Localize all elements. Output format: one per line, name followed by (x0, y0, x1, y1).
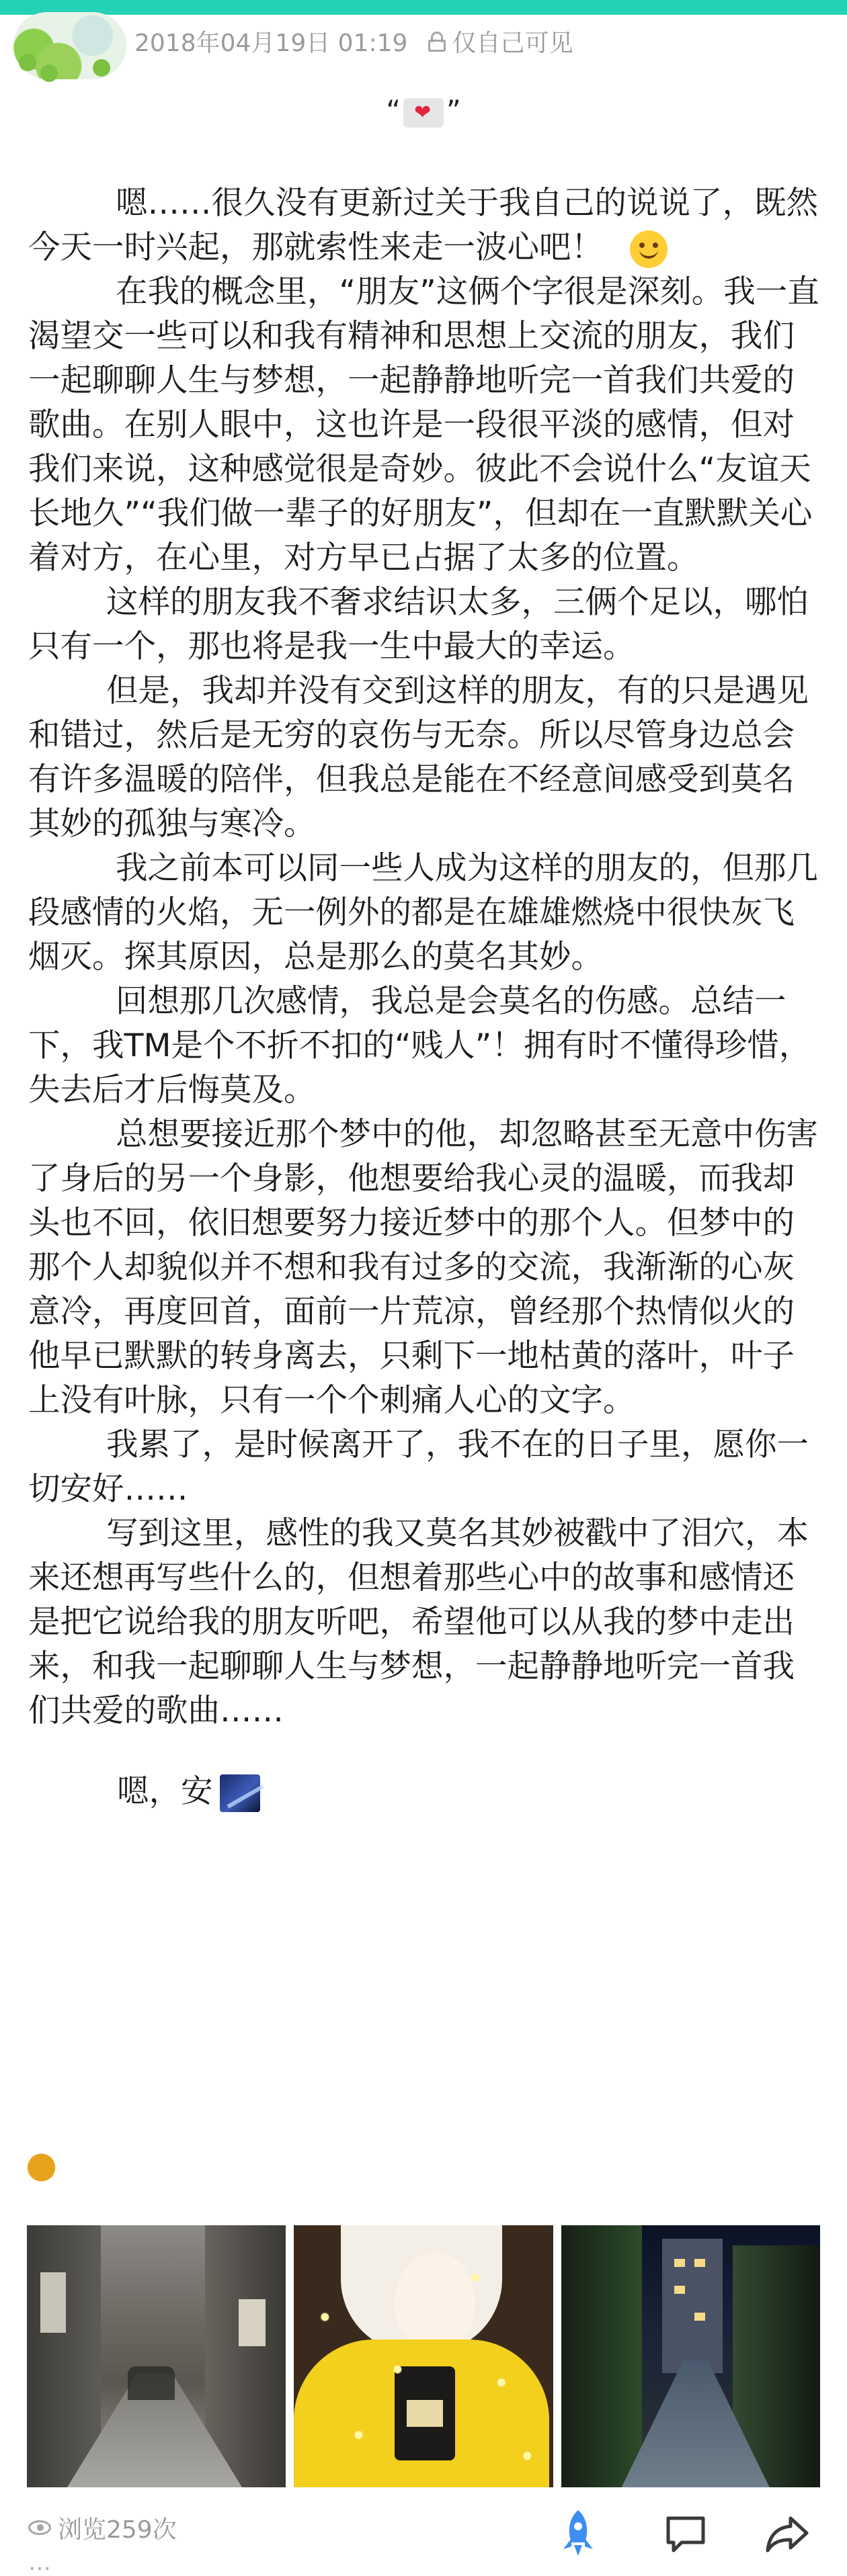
smile-emoji-icon (630, 230, 668, 268)
post-content (28, 181, 825, 1814)
photo-girl-yellow-shirt[interactable] (294, 2225, 553, 2487)
post-paragraph: 这样的朋友我不奢求结识太多，三俩个足以，哪怕只有一个，那也将是我一生中最大的幸运。 (28, 584, 809, 665)
post-meta (134, 24, 573, 58)
photo-night-alley[interactable] (561, 2225, 820, 2487)
visibility-label: 仅自己可见 (452, 29, 573, 57)
post-footer (0, 2499, 847, 2576)
share-icon[interactable] (765, 2514, 809, 2553)
runner-emoji-icon: ● (26, 2143, 58, 2186)
photo-grid (27, 2225, 820, 2487)
comment-icon[interactable] (664, 2514, 707, 2553)
post-timestamp: 2018年04月19日 01:19 (134, 29, 408, 57)
post-title: “❤ ” (0, 94, 847, 128)
post-paragraph: 回想那几次感情，我总是会莫名的伤感。总结一下，我TM是个不折不扣的“贱人”！拥有时不懂得珍惜，失去后才后悔莫及。 (28, 983, 811, 1109)
view-count: 浏览259次 (28, 2513, 177, 2542)
avatar[interactable] (13, 12, 126, 79)
footer-partial-text: … (28, 2549, 51, 2576)
top-accent-bar (0, 0, 847, 15)
lock-icon (426, 30, 448, 52)
post-intro: 嗯……很久没有更新过关于我自己的说说了，既然今天一时兴起，那就索性来走一波心吧！ (28, 181, 825, 270)
post-paragraph: 我之前本可以同一些人成为这样的朋友的，但那几段感情的火焰，无一例外的都是在雄雄燃烧中很快灰飞烟灭。探其原因，总是那么的莫名其妙。 (28, 850, 818, 976)
post-paragraph: 在我的概念里，“朋友”这俩个字很是深刻。我一直渴望交一些可以和我有精神和思想上交流的朋友，我们一起聊聊人生与梦想，一起静静地听完一首我们共爱的歌曲。在别人眼中，这也许是一段很平淡的感情，但对我们来说，这种感觉很是奇妙。彼此不会说什么“友谊天长地久”“我们做一辈子的好朋友”，但却在一直默默关心着对方，在心里，对方早已占据了太多的位置。 (28, 273, 819, 576)
post-paragraph: 写到这里，感性的我又莫名其妙被戳中了泪穴，本来还想再写些什么的，但想着那些心中的故事和感情还是把它说给我的朋友听吧，希望他可以从我的梦中走出来，和我一起聊聊人生与梦想，一起静静地听完一首我们共爱的歌曲…… (28, 1515, 809, 1729)
post-paragraph: 但是，我却并没有交到这样的朋友，有的只是遇见和错过，然后是无穷的哀伤与无奈。所以尽管身边总会有许多温暖的陪伴，但我总是能在不经意间感受到莫名其妙的孤独与寒冷。 (28, 673, 809, 843)
heart-envelope-icon (403, 98, 444, 128)
night-sky-icon (220, 1774, 260, 1812)
rocket-icon[interactable] (558, 2507, 598, 2559)
post-signoff: 嗯，安 (28, 1770, 825, 1814)
eye-icon (28, 2520, 51, 2535)
post-paragraph: 我累了，是时候离开了，我不在的日子里，愿你一切安好…… (28, 1426, 809, 1508)
photo-city-street[interactable] (27, 2225, 286, 2487)
post-paragraph: 总想要接近那个梦中的他，却忽略甚至无意中伤害了身后的另一个身影，他想要给我心灵的温暖，而我却头也不回，依旧想要努力接近梦中的那个人。但梦中的那个人却貌似并不想和我有过多的交流，我渐渐的心灰意冷，再度回首，面前一片荒凉，曾经那个热情似火的他早已默默的转身离去，只剩下一地枯黄的落叶，叶子上没有叶脉，只有一个个刺痛人心的文字。 (28, 1116, 818, 1419)
